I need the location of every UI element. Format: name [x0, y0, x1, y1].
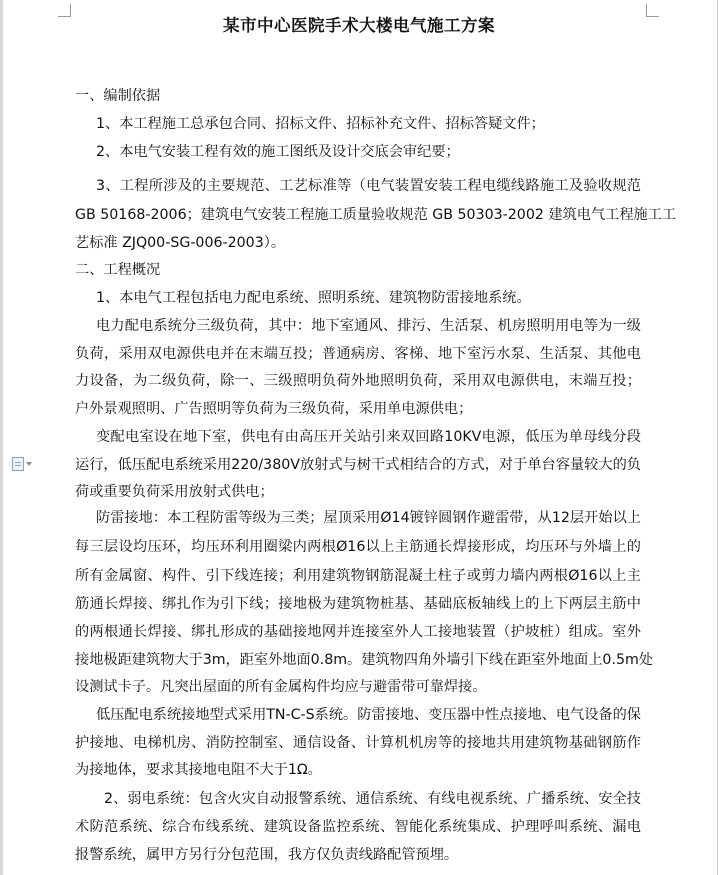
paragraph-line: 电力配电系统分三级负荷，其中：地下室通风、排污、生活泵、机房照明用电等为一级 — [96, 318, 641, 334]
section-heading: 二、工程概况 — [75, 262, 161, 278]
paragraph-line: 力设备，为二级负荷，除一、三级照明负荷外地照明负荷，采用双电源供电，末端互投； — [75, 373, 641, 389]
section-heading: 一、编制依据 — [75, 88, 161, 104]
paragraph-line: 设测试卡子。凡突出屋面的所有金属构件均应与避雷带可靠焊接。 — [75, 679, 487, 695]
paragraph-line: 每三层设均压环，均压环利用圈梁内两根Ø16以上主筋通长焊接形成，均压环与外墙上的 — [75, 539, 641, 555]
list-item: 1、本工程施工总承包合同、招标文件、招标补充文件、招标答疑文件； — [96, 116, 545, 132]
paragraph-line: 为接地体，要求其接地电阻不大于1Ω。 — [75, 762, 322, 778]
paragraph-line: 户外景观照明、广告照明等负荷为三级负荷，采用单电源供电； — [75, 401, 473, 417]
paragraph-line: 负荷，采用双电源供电并在末端互投；普通病房、客梯、地下室污水泵、生活泵、其他电 — [75, 346, 641, 362]
paragraph-line: 变配电室设在地下室，供电有由高压开关站引来双回路10KV电源，低压为单母线分段 — [96, 429, 641, 445]
list-item-line: 艺标准 ZJQ00-SG-006-2003）。 — [75, 235, 286, 251]
chevron-down-icon — [26, 462, 32, 466]
list-item-line: 3、工程所涉及的主要规范、工艺标准等（电气装置安装工程电缆线路施工及验收规范 — [96, 178, 641, 194]
list-item-line: GB 50168-2006；建筑电气安装工程施工质量验收规范 GB 50303-2002 建筑电气工程施工工 — [75, 207, 677, 223]
paragraph-line: 护接地、电梯机房、消防控制室、通信设备、计算机机房等的接地共用建筑物基础钢筋作 — [75, 735, 641, 751]
page-edge — [0, 0, 3, 875]
list-item-line: 术防范系统、综合布线系统、建筑设备监控系统、智能化系统集成、护理呼叫系统、漏电 — [75, 819, 641, 835]
paragraph-line: 防雷接地：本工程防雷等级为三类；屋顶采用Ø14镀锌圆钢作避雷带，从12层开始以上 — [96, 510, 641, 526]
list-item-line: 报警系统，属甲方另行分包范围，我方仅负责线路配管预埋。 — [75, 847, 459, 863]
list-item-line: 2、弱电系统：包含火灾自动报警系统、通信系统、有线电视系统、广播系统、安全技 — [104, 791, 641, 807]
document-title: 某市中心医院手术大楼电气施工方案 — [223, 16, 495, 35]
paragraph-line: 的两根通长焊接、绑扎形成的基础接地网并连接室外人工接地装置（护坡桩）组成。室外 — [75, 624, 641, 640]
list-item: 1、本电气工程包括电力配电系统、照明系统、建筑物防雷接地系统。 — [96, 290, 531, 306]
paragraph-line: 所有金属窗、构件、引下线连接；利用建筑物钢筋混凝土柱子或剪力墙内两根Ø16以上主 — [75, 568, 641, 584]
paragraph-line: 荷或重要负荷采用放射式供电； — [75, 484, 274, 500]
paragraph-line: 运行，低压配电系统采用220/380V放射式与树干式相结合的方式，对于单台容量较大的负 — [75, 457, 641, 473]
paragraph-line: 筋通长焊接、绑扎作为引下线；接地极为建筑物桩基、基础底板轴线上的上下两层主筋中 — [75, 596, 641, 612]
document-icon — [12, 457, 24, 471]
paragraph-line: 接地极距建筑物大于3m，距室外地面0.8m。建筑物四角外墙引下线在距室外地面上0.5m处 — [75, 652, 653, 668]
list-item: 2、本电气安装工程有效的施工图纸及设计交底会审纪要； — [96, 144, 460, 160]
paragraph-line: 低压配电系统接地型式采用TN-C-S系统。防雷接地、变压器中性点接地、电气设备的保 — [96, 707, 641, 723]
paragraph-menu-button[interactable] — [12, 457, 38, 471]
